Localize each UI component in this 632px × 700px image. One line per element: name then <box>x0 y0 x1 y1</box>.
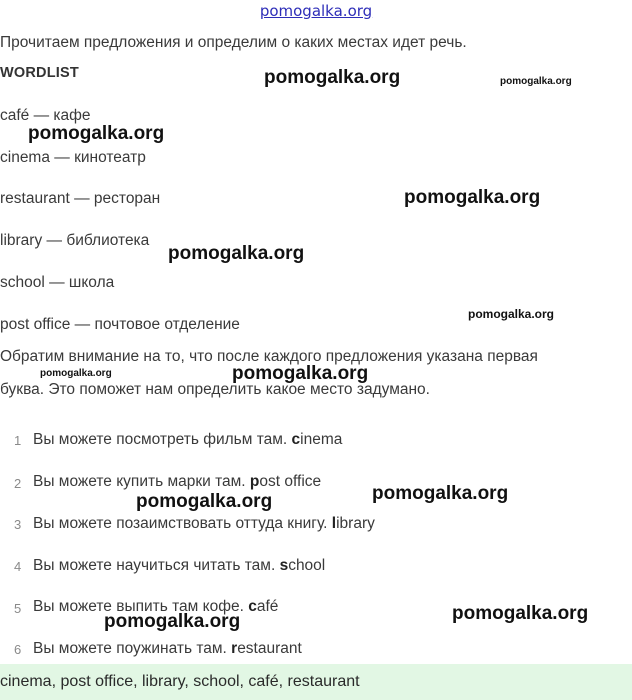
sentence-number: 4 <box>14 559 22 574</box>
note-line-1: Обратим внимание на то, что после каждого предложения указана первая <box>0 348 538 365</box>
watermark: pomogalka.org <box>28 123 165 144</box>
sentence-answer: chool <box>288 557 326 574</box>
watermark: pomogalka.org <box>232 363 369 384</box>
wordlist-item: school — школа <box>0 274 115 291</box>
watermark: pomogalka.org <box>468 307 555 321</box>
watermark: pomogalka.org <box>104 611 241 632</box>
sentence-answer: afé <box>256 598 279 615</box>
wordlist-item: cinema — кинотеатр <box>0 149 146 166</box>
sentence-answer: estaurant <box>237 640 302 657</box>
watermark: pomogalka.org <box>168 243 305 264</box>
first-letter: c <box>248 598 257 615</box>
wordlist-item: post office — почтовое отделение <box>0 316 240 333</box>
first-letter: l <box>331 515 337 532</box>
sentence-number: 3 <box>14 517 22 532</box>
sentence-text: Вы можете купить марки там. <box>33 473 250 490</box>
watermark: pomogalka.org <box>264 67 401 88</box>
sentence-number: 1 <box>14 433 22 448</box>
watermark: pomogalka.org <box>136 491 273 512</box>
watermark: pomogalka.org <box>500 76 572 87</box>
watermark: pomogalka.org <box>404 187 541 208</box>
site-link[interactable]: pomogalka.org <box>259 2 373 20</box>
sentence <box>33 431 342 449</box>
sentence-answer: inema <box>300 431 343 448</box>
answer-box <box>0 664 632 700</box>
watermark: pomogalka.org <box>372 483 509 504</box>
wordlist-heading: WORDLIST <box>0 65 79 81</box>
watermark: pomogalka.org <box>452 603 589 624</box>
sentence-text: Вы можете научиться читать там. <box>33 557 280 574</box>
sentence-text: Вы можете поужинать там. <box>33 640 232 657</box>
sentence <box>33 557 325 575</box>
wordlist-item: café — кафе <box>0 107 91 124</box>
wordlist-item: restaurant — ресторан <box>0 190 161 207</box>
first-letter: r <box>231 640 238 657</box>
sentence <box>33 473 321 491</box>
wordlist-item: library — библиотека <box>0 232 150 249</box>
answer-text: cinema, post office, library, school, café, restaurant <box>0 673 360 690</box>
sentence-text: Вы можете позаимствовать оттуда книгу. <box>33 515 332 532</box>
sentence <box>33 515 375 533</box>
sentence-text: Вы можете посмотреть фильм там. <box>33 431 292 448</box>
watermark: pomogalka.org <box>40 368 112 379</box>
sentence-number: 5 <box>14 601 22 616</box>
sentence-answer: ibrary <box>336 515 375 532</box>
sentence-answer: ost office <box>259 473 322 490</box>
first-letter: s <box>279 557 289 574</box>
intro-text: Прочитаем предложения и определим о каких местах идет речь. <box>0 34 467 51</box>
first-letter: c <box>291 431 301 448</box>
note-line-2: буква. Это поможет нам определить какое место задумано. <box>0 381 430 398</box>
sentence <box>33 640 302 658</box>
sentence-number: 2 <box>14 476 22 491</box>
sentence-text: Вы можете выпить там кофе. <box>33 598 249 615</box>
sentence-number: 6 <box>14 642 22 657</box>
first-letter: p <box>249 473 260 490</box>
